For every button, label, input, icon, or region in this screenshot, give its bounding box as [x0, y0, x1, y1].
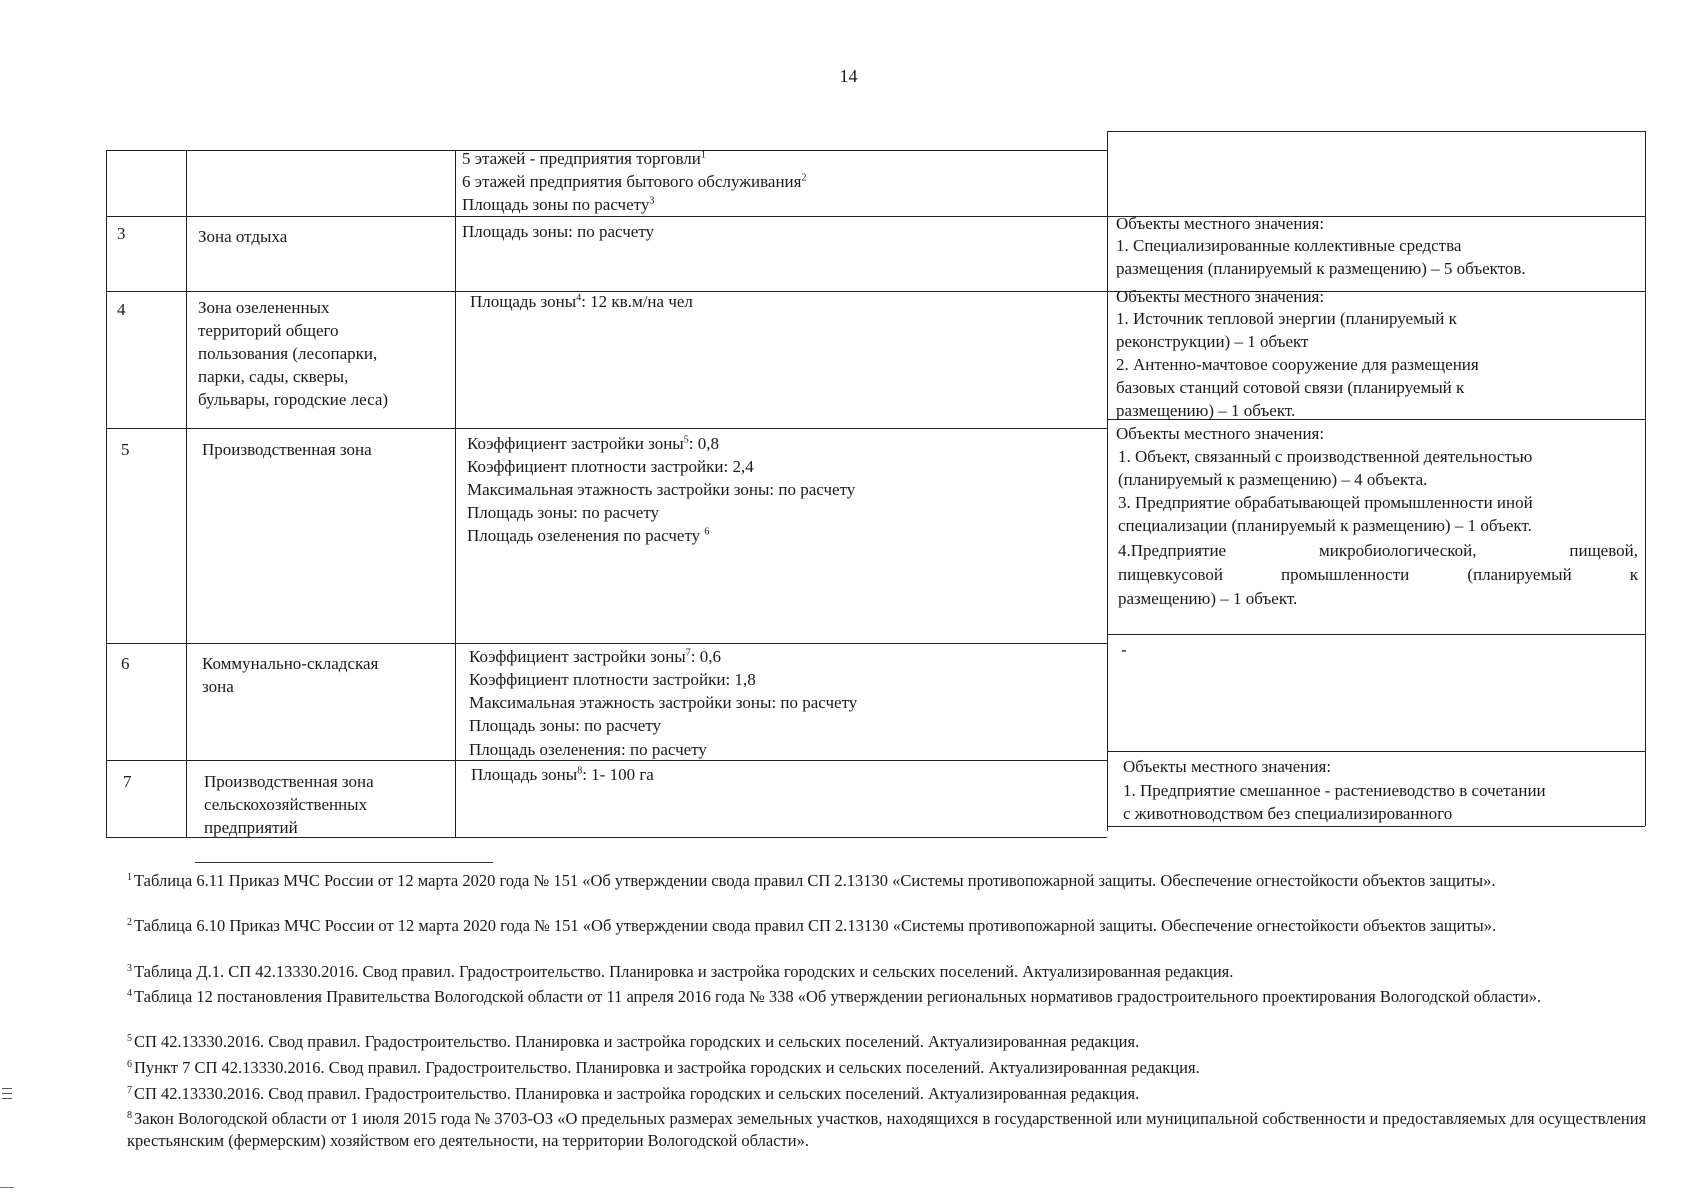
row7-zone-line-1: Производственная зона	[204, 772, 374, 791]
row4-zone-line-5: бульвары, городские леса)	[198, 390, 389, 409]
row7-params: Площадь зоны$^8$: 1- 100 га	[471, 765, 654, 784]
row5-param-1: Коэффициент застройки зоны$^5$: 0,8	[467, 434, 719, 453]
row-divider-7-right	[1107, 751, 1645, 752]
row4-number: 4	[117, 300, 126, 319]
cont-row-line-3: Площадь зоны по расчету$^3$	[462, 195, 655, 214]
row6-param-2: Коэффициент плотности застройки: 1,8	[469, 670, 756, 689]
row6-number: 6	[121, 654, 130, 673]
row3-object-line-1: 1. Специализированные коллективные средства	[1116, 236, 1462, 255]
row4-object-line-2: реконструкции) – 1 объект	[1116, 332, 1309, 351]
footnote-4: $^4$ Таблица 12 постановления Правительства Вологодской области от 11 апреля 2016 года № 338 «Об утверждении региональных нормативов градостроительного проектирования Вологодской области».	[127, 987, 1542, 1006]
row3-number: 3	[117, 224, 126, 243]
table-border-bottom-right	[1107, 826, 1645, 827]
row5-param-4: Площадь зоны: по расчету	[467, 503, 660, 522]
footnote-1: $^1$ Таблица 6.11 Приказ МЧС России от 12 марта 2020 года № 151 «Об утверждении свода правил СП 2.13130 «Системы противопожарной защиты. Обеспечение огнестойкости объектов защиты».	[127, 871, 1496, 890]
row5-object-line-1: 1. Объект, связанный с производственной деятельностью	[1118, 447, 1533, 466]
row7-zone-line-3: предприятий	[204, 818, 298, 837]
row-divider-6-right	[1107, 634, 1645, 635]
row-divider-6	[106, 643, 1107, 644]
row-divider-3	[106, 216, 1645, 217]
row6-objects: -	[1121, 640, 1127, 659]
row-divider-5	[106, 428, 1107, 429]
row5-object-line-3: 3. Предприятие обрабатывающей промышленности иной	[1118, 493, 1533, 512]
page-number: 14	[839, 66, 858, 86]
row7-object-line-1: 1. Предприятие смешанное - растениеводство в сочетании	[1123, 781, 1546, 800]
table-border-right	[1645, 131, 1646, 826]
row4-zone-line-3: пользования (лесопарки,	[198, 344, 378, 363]
cont-row-line-2: 6 этажей предприятия бытового обслуживания$^2$	[462, 172, 807, 191]
col-divider-3	[1107, 131, 1108, 831]
cont-row-line-1: 5 этажей - предприятия торговли$^1$	[462, 149, 706, 168]
row4-zone-line-1: Зона озелененных	[198, 298, 330, 317]
col-divider-2	[455, 150, 456, 838]
row5-zone: Производственная зона	[202, 440, 372, 459]
row3-zone: Зона отдыха	[198, 227, 288, 246]
row6-param-5: Площадь озеленения: по расчету	[469, 740, 707, 759]
row3-objects-header: Объекты местного значения:	[1116, 214, 1325, 233]
row6-zone-line-1: Коммунально-складская	[202, 654, 379, 673]
row4-object-line-1: 1. Источник тепловой энергии (планируемый к	[1116, 309, 1457, 328]
row7-object-line-2: с животноводством без специализированного	[1123, 804, 1453, 823]
row6-param-3: Максимальная этажность застройки зоны: по расчету	[469, 693, 858, 712]
footnote-7: $^7$ СП 42.13330.2016. Свод правил. Градостроительство. Планировка и застройка городских и сельских поселений. Актуализированная редакция.	[127, 1084, 1140, 1103]
row4-zone-line-4: парки, сады, скверы,	[198, 367, 349, 386]
scan-edge-mark	[2, 1088, 12, 1103]
row4-object-line-4: базовых станций сотовой связи (планируемый к	[1116, 378, 1465, 397]
row5-number: 5	[121, 440, 130, 459]
row6-param-4: Площадь зоны: по расчету	[469, 716, 662, 735]
footnote-separator	[195, 862, 493, 863]
row3-object-line-2: размещения (планируемый к размещению) – 5 объектов.	[1116, 259, 1526, 278]
row5-param-2: Коэффициент плотности застройки: 2,4	[467, 457, 754, 476]
row5-object-line-4: специализации (планируемый к размещению) – 1 объект.	[1118, 516, 1532, 535]
row-divider-4	[106, 291, 1645, 292]
row4-objects-header: Объекты местного значения:	[1116, 287, 1325, 306]
row4-params: Площадь зоны$^4$: 12 кв.м/на чел	[470, 292, 693, 311]
scan-edge-dash	[0, 1187, 14, 1188]
row5-param-5: Площадь озеленения по расчету $^6$	[467, 526, 710, 545]
row4-zone-line-2: территорий общего	[198, 321, 339, 340]
row7-objects-header: Объекты местного значения:	[1123, 757, 1332, 776]
row7-number: 7	[123, 772, 132, 791]
row5-object-line-2: (планируемый к размещению) – 4 объекта.	[1118, 470, 1428, 489]
footnote-3: $^3$ Таблица Д.1. СП 42.13330.2016. Свод правил. Градостроительство. Планировка и застройка городских и сельских поселений. Актуализированная редакция.	[127, 962, 1234, 981]
row4-object-line-3: 2. Антенно-мачтовое сооружение для размещения	[1116, 355, 1479, 374]
row5-object-4-line-3: размещению) – 1 объект.	[1118, 589, 1298, 608]
table-border-left	[106, 150, 107, 838]
footnote-8: $^8$ Закон Вологодской области от 1 июля 2015 года № 3703-ОЗ «О предельных размерах земельных участков, находящихся в государственной или муниципальной собственности и предоставляемых для осуществления крестьянским (фермерским) хозяйством его деятельности, на территории Вологодской области».	[127, 1109, 1647, 1150]
footnote-5: $^5$ СП 42.13330.2016. Свод правил. Градостроительство. Планировка и застройка городских и сельских поселений. Актуализированная редакция.	[127, 1032, 1140, 1051]
footnote-2: $^2$ Таблица 6.10 Приказ МЧС России от 12 марта 2020 года № 151 «Об утверждении свода правил СП 2.13130 «Системы противопожарной защиты. Обеспечение огнестойкости объектов защиты».	[127, 916, 1497, 935]
row3-params: Площадь зоны: по расчету	[462, 222, 655, 241]
col-divider-1	[186, 150, 187, 838]
table-border-top-right	[1107, 131, 1645, 132]
row4-object-line-5: размещению) – 1 объект.	[1116, 401, 1296, 420]
footnote-6: $^6$ Пункт 7 СП 42.13330.2016. Свод правил. Градостроительство. Планировка и застройка городских и сельских поселений. Актуализированная редакция.	[127, 1058, 1200, 1077]
row6-param-1: Коэффициент застройки зоны$^7$: 0,6	[469, 647, 721, 666]
row5-object-4-line-2: пищевкусовой промышленности (планируемый к	[1118, 565, 1638, 584]
row7-zone-line-2: сельскохозяйственных	[204, 795, 368, 814]
row6-zone-line-2: зона	[202, 677, 234, 696]
row5-object-4-line-1: 4.Предприятие микробиологической, пищевой,	[1118, 541, 1638, 560]
row5-param-3: Максимальная этажность застройки зоны: по расчету	[467, 480, 856, 499]
row5-objects-header: Объекты местного значения:	[1116, 424, 1325, 443]
